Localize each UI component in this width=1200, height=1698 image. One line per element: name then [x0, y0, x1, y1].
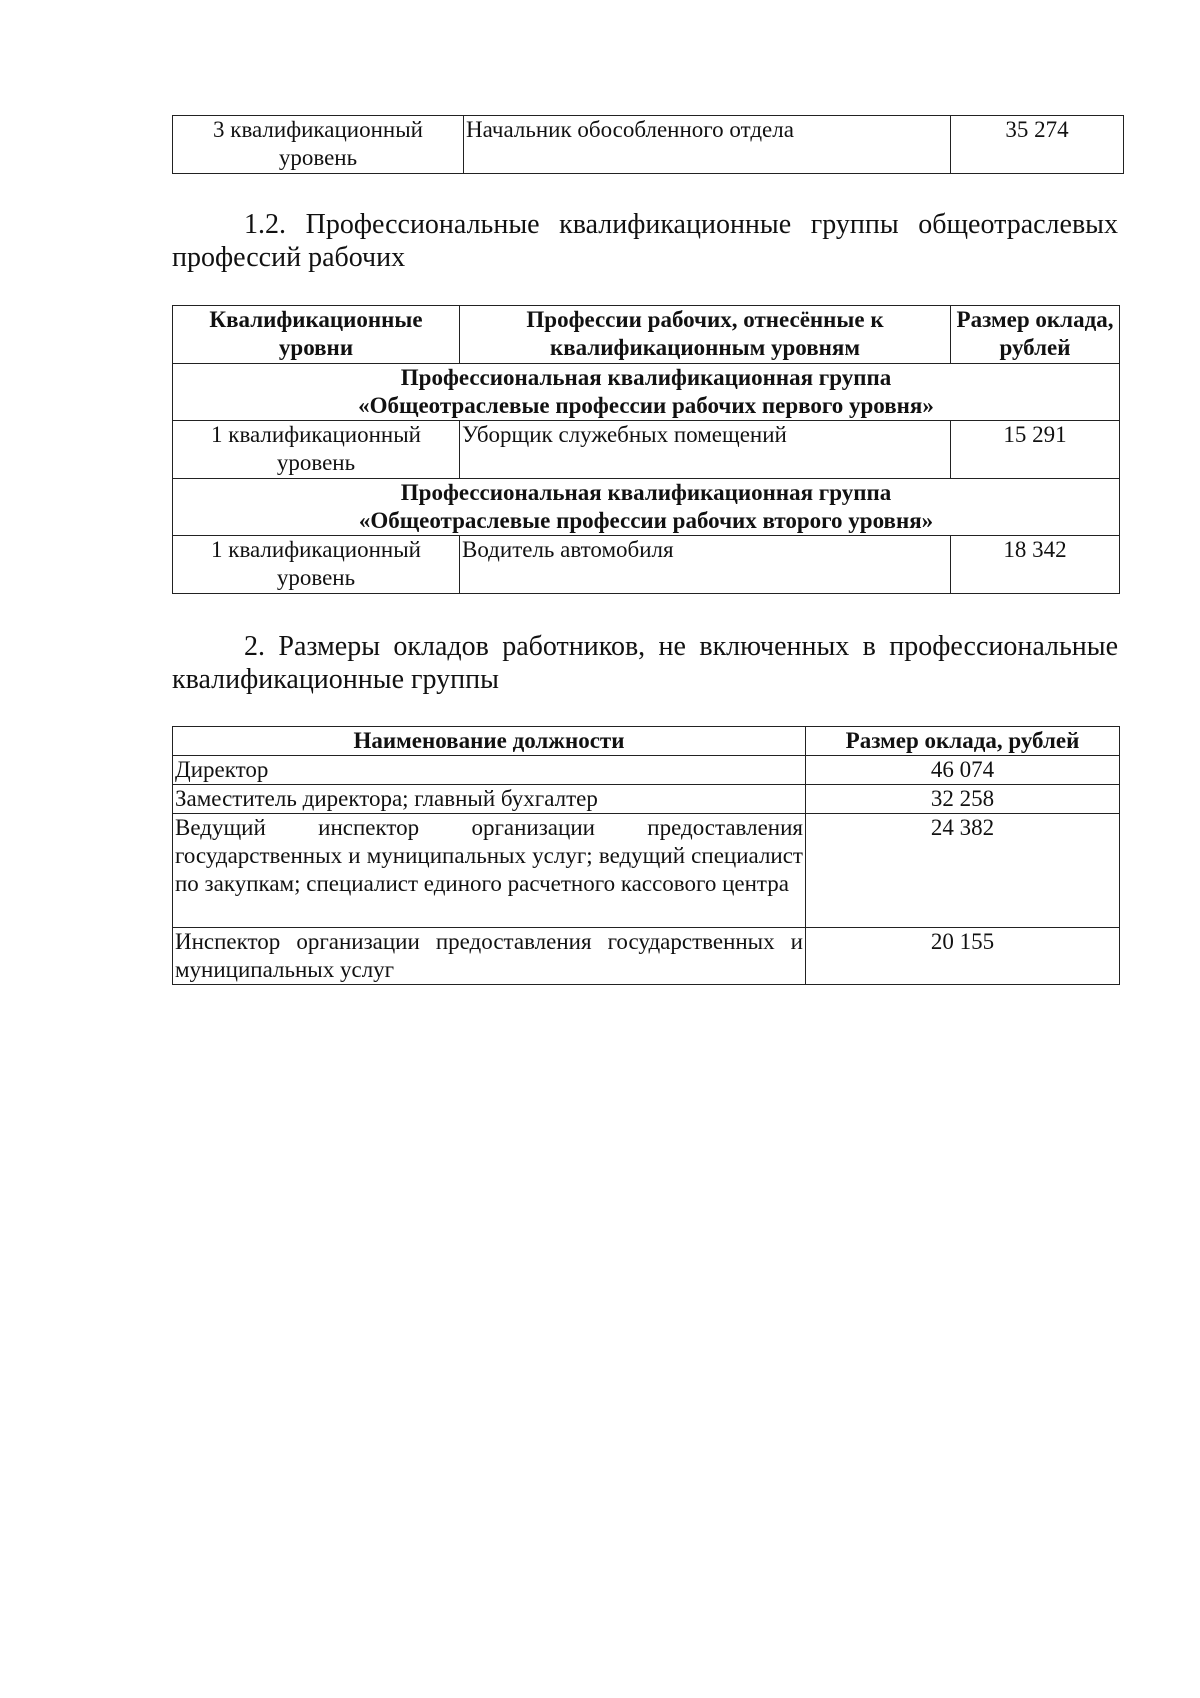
table-row — [173, 421, 1120, 479]
table-row — [173, 814, 1120, 928]
column-header-salary: Размер оклада, рублей — [951, 306, 1120, 364]
salary-cell: 35 274 — [951, 116, 1124, 174]
column-header-salary: Размер оклада, рублей — [806, 727, 1120, 756]
table-row — [173, 756, 1120, 785]
group-title-line: «Общеотраслевые профессии рабочих второго уровня» — [358, 508, 934, 533]
position-cell: Заместитель директора; главный бухгалтер — [173, 785, 806, 814]
position-cell: Начальник обособленного отдела — [464, 116, 951, 174]
salary-cell: 15 291 — [951, 421, 1120, 479]
salary-cell: 20 155 — [806, 928, 1120, 985]
group-title-line: Профессиональная квалификационная группа — [400, 480, 892, 505]
group-title-line: «Общеотраслевые профессии рабочих первого уровня» — [358, 393, 934, 418]
other-positions-table — [172, 726, 1120, 985]
group-header-row — [173, 479, 1120, 536]
column-header-profession: Профессии рабочих, отнесённые к квалификационным уровням — [460, 306, 951, 364]
position-cell: Инспектор организации предоставления государственных и муниципальных услуг — [173, 928, 806, 985]
profession-cell: Уборщик служебных помещений — [460, 421, 951, 479]
continuation-table — [172, 115, 1124, 174]
qualification-level-cell: 1 квалификационный уровень — [173, 536, 460, 594]
qualification-level-cell: 1 квалификационный уровень — [173, 421, 460, 479]
section-heading-1-2: 1.2. Профессиональные квалификационные группы общеотраслевых профессий рабочих — [172, 209, 1118, 273]
table-header-row — [173, 727, 1120, 756]
group-title — [173, 479, 1120, 536]
table-row — [173, 785, 1120, 814]
table-row — [173, 928, 1120, 985]
salary-cell: 32 258 — [806, 785, 1120, 814]
profession-cell: Водитель автомобиля — [460, 536, 951, 594]
salary-cell: 24 382 — [806, 814, 1120, 928]
workers-qualification-table — [172, 305, 1120, 594]
table-header-row — [173, 306, 1120, 364]
group-header-row — [173, 364, 1120, 421]
position-cell: Директор — [173, 756, 806, 785]
group-title-line: Профессиональная квалификационная группа — [400, 365, 892, 390]
table-row — [173, 536, 1120, 594]
table-row — [173, 116, 1124, 174]
section-heading-2: 2. Размеры окладов работников, не включенных в профессиональные квалификационные группы — [172, 631, 1118, 695]
column-header-level: Квалификационные уровни — [173, 306, 460, 364]
qualification-level-cell: 3 квалификационный уровень — [173, 116, 464, 174]
column-header-position: Наименование должности — [173, 727, 806, 756]
position-cell: Ведущий инспектор организации предоставления государственных и муниципальных услуг; ведущий специалист по закупкам; специалист единого расчетного кассового центра — [173, 814, 806, 928]
salary-cell: 46 074 — [806, 756, 1120, 785]
salary-cell: 18 342 — [951, 536, 1120, 594]
group-title — [173, 364, 1120, 421]
